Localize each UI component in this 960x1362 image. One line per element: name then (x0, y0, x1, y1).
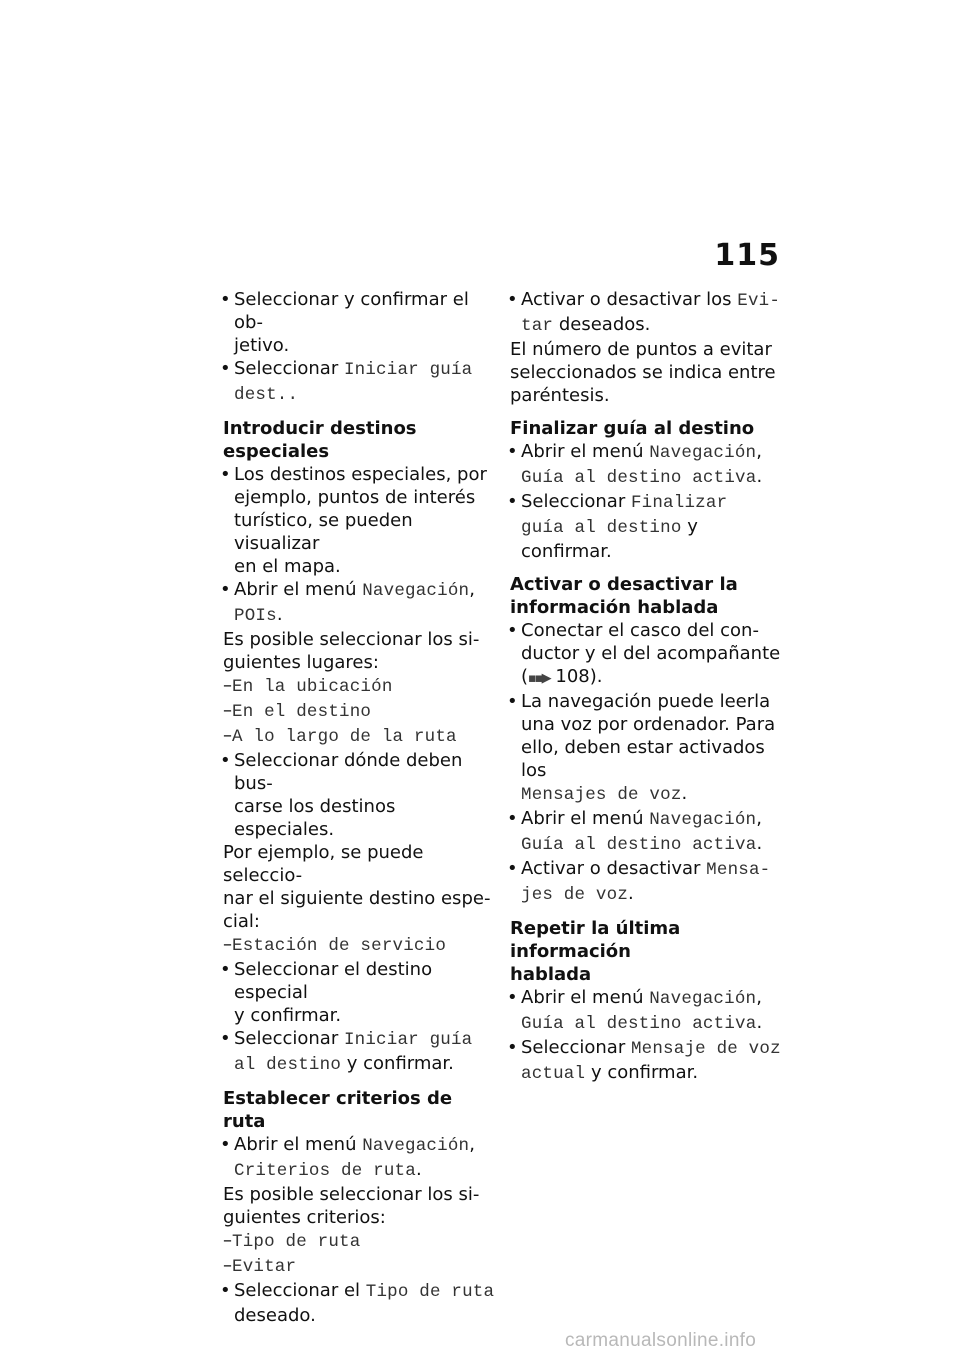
menu-term: Iniciar guía (343, 1030, 473, 1050)
list-item (223, 357, 495, 407)
list-item (223, 1133, 495, 1183)
text-line: • Abrir el menú Navegación, (521, 987, 762, 1009)
list-item (510, 1036, 782, 1086)
menu-term: Tipo de ruta (365, 1282, 495, 1302)
menu-term: Mensajes de voz (521, 785, 682, 805)
text-line: hablada (510, 964, 592, 985)
text-line: • Conectar el casco del con- (521, 620, 759, 641)
menu-term: Finalizar (630, 493, 728, 513)
section-heading (510, 573, 782, 619)
paragraph (510, 338, 782, 407)
text-line: (▪▪▶ 108). (521, 665, 782, 690)
text-line: • Abrir el menú Navegación, (521, 441, 762, 463)
menu-term: dest.. (234, 385, 299, 405)
text-line: seleccionados se indica entre (510, 362, 776, 383)
list-item (510, 690, 782, 807)
text-line: • Los destinos especiales, por (234, 464, 487, 485)
dash-item: –Tipo de ruta (223, 1230, 361, 1252)
list-item (510, 440, 782, 490)
menu-term: Guía al destino activa (521, 468, 757, 488)
menu-term: actual (521, 1064, 586, 1084)
text-line: El número de puntos a evitar (510, 339, 772, 360)
text-line: tar deseados. (521, 314, 651, 336)
text-line: Es posible seleccionar los si- (223, 1184, 480, 1205)
list-item (510, 288, 782, 338)
left-column (223, 288, 495, 1327)
list-item (223, 1027, 495, 1077)
list-item (223, 288, 495, 357)
text-line: deseado. (234, 1305, 316, 1326)
list-item (510, 619, 782, 690)
menu-term: En la ubicación (232, 677, 393, 697)
section-heading: Finalizar guía al destino (510, 418, 755, 439)
menu-term: Navegación (362, 1136, 470, 1156)
text-line: jetivo. (234, 335, 290, 356)
text-line: guientes criterios: (223, 1207, 386, 1228)
text-line: • Seleccionar el Tipo de ruta (234, 1280, 495, 1302)
text-line (234, 382, 495, 407)
menu-term: Guía al destino activa (521, 835, 757, 855)
text-line: • Seleccionar dónde deben bus- (234, 750, 463, 794)
paragraph (223, 628, 495, 674)
list-item (223, 463, 495, 578)
menu-term: Criterios de ruta (234, 1161, 416, 1181)
reference-arrow-icon: ▪▪▶ (528, 671, 550, 686)
page-number: 115 (714, 238, 780, 273)
text-line: en el mapa. (234, 556, 341, 577)
text-line: • Seleccionar el destino especial (234, 959, 433, 1003)
text-line: al destino y confirmar. (234, 1053, 454, 1075)
menu-term: POIs (234, 606, 277, 626)
text-line: • Abrir el menú Navegación, (234, 579, 475, 601)
list-item (510, 807, 782, 857)
list-item (223, 1279, 495, 1327)
text-line: Guía al destino activa. (521, 1012, 763, 1034)
text-line: paréntesis. (510, 385, 610, 406)
text-line: • Abrir el menú Navegación, (521, 808, 762, 830)
text-line: ductor y el del acompañante (521, 643, 781, 664)
section-heading: Establecer criterios de ruta (223, 1088, 453, 1132)
text-line: Guía al destino activa. (521, 833, 763, 855)
menu-term: tar (521, 316, 554, 336)
list-item (223, 958, 495, 1027)
text-line: • Seleccionar Mensaje de voz (521, 1037, 781, 1059)
dash-item: –En el destino (223, 700, 372, 722)
text-line: • La navegación puede leerla (521, 691, 771, 712)
menu-term: Estación de servicio (232, 936, 447, 956)
text-line: ejemplo, puntos de interés (234, 487, 476, 508)
list-item (510, 986, 782, 1036)
list-item (223, 578, 495, 628)
menu-term: Mensa- (706, 860, 771, 880)
text-line: información hablada (510, 597, 719, 618)
text-line: • Seleccionar y confirmar el ob- (234, 289, 469, 333)
text-line: • Seleccionar Iniciar guía (234, 1028, 473, 1050)
text-line: Activar o desactivar la (510, 574, 738, 595)
section-heading: Introducir destinos especiales (223, 418, 417, 462)
text-line: cial: (223, 911, 260, 932)
dash-item: –Evitar (223, 1255, 297, 1277)
text-line: Criterios de ruta. (234, 1159, 422, 1181)
footer-watermark: carmanualsonline.info (565, 1330, 757, 1351)
text-line: Mensajes de voz. (521, 783, 688, 805)
list-item (223, 749, 495, 841)
menu-term: al destino (234, 1055, 342, 1075)
text-line: y confirmar. (234, 1005, 342, 1026)
text-line: actual y confirmar. (521, 1062, 699, 1084)
text-line: confirmar. (521, 541, 612, 562)
text-line: ello, deben estar activados los (521, 737, 765, 781)
menu-term: Navegación (649, 989, 757, 1009)
menu-term: Evi- (737, 291, 781, 311)
menu-term: Guía al destino activa (521, 1014, 757, 1034)
text-line: turístico, se pueden visualizar (234, 510, 413, 554)
text-line: guía al destino y (521, 516, 698, 538)
menu-term: Evitar (232, 1257, 297, 1277)
text-line: • Abrir el menú Navegación, (234, 1134, 475, 1156)
menu-term: Navegación (649, 443, 757, 463)
text-line: • Activar o desactivar Mensa- (521, 858, 771, 880)
menu-term: guía al destino (521, 518, 682, 538)
paragraph (223, 841, 495, 933)
text-line: POIs. (234, 604, 283, 626)
menu-term: Navegación (649, 810, 757, 830)
dash-item: –A lo largo de la ruta (223, 725, 457, 747)
menu-term: A lo largo de la ruta (232, 727, 457, 747)
text-line: jes de voz. (521, 883, 634, 905)
text-line: Guía al destino activa. (521, 466, 763, 488)
text-line: nar el siguiente destino espe- (223, 888, 491, 909)
text-line: guientes lugares: (223, 652, 379, 673)
text-line: Por ejemplo, se puede seleccio- (223, 842, 424, 886)
text-line: Es posible seleccionar los si- (223, 629, 480, 650)
menu-term: En el destino (232, 702, 372, 722)
menu-term: Tipo de ruta (232, 1232, 361, 1252)
text-line: Repetir la última información (510, 918, 681, 962)
dash-item: –Estación de servicio (223, 934, 447, 956)
text-line: carse los destinos especiales. (234, 796, 396, 840)
section-heading (510, 917, 782, 986)
menu-term: Mensaje de voz (630, 1039, 781, 1059)
list-item (510, 490, 782, 563)
text-line: • Seleccionar Iniciar guía (234, 358, 473, 380)
paragraph (223, 1183, 495, 1229)
list-item (510, 857, 782, 907)
text-line: una voz por ordenador. Para (521, 714, 776, 735)
text-line: • Activar o desactivar los Evi- (521, 289, 781, 311)
menu-term: Iniciar guía (343, 360, 473, 380)
menu-term: Navegación (362, 581, 470, 601)
dash-item: –En la ubicación (223, 675, 393, 697)
menu-term: jes de voz (521, 885, 629, 905)
right-column (510, 288, 782, 1086)
text-line: • Seleccionar Finalizar (521, 491, 728, 513)
